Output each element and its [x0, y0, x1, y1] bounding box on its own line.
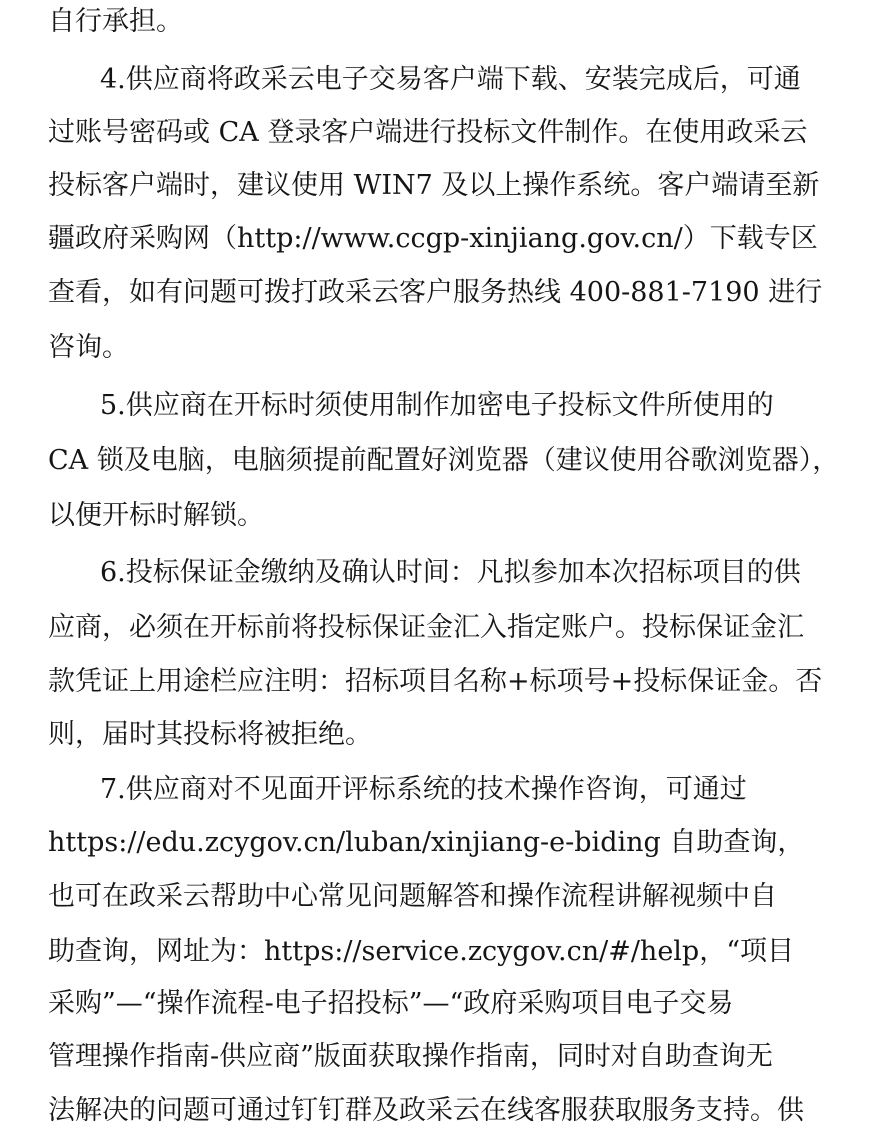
- item-5-line-1: 5.供应商在开标时须使用制作加密电子投标文件所使用的: [100, 390, 774, 421]
- item-7-line-2: https://edu.zcygov.cn/luban/xinjiang-e-biding 自助查询，: [48, 827, 805, 858]
- item-7-line-3: 也可在政采云帮助中心常见问题解答和操作流程讲解视频中自: [48, 881, 777, 912]
- item-5-line-3: 以便开标时解锁。: [48, 500, 264, 531]
- item-4-line-6: 咨询。: [48, 332, 129, 363]
- item-4-line-4: 疆政府采购网（http://www.ccgp-xinjiang.gov.cn/）下载专区: [48, 223, 818, 254]
- item-4-line-2: 过账号密码或 CA 登录客户端进行投标文件制作。在使用政采云: [48, 117, 808, 148]
- item-7-line-5: 采购”—“操作流程-电子招投标”—“政府采购项目电子交易: [48, 988, 734, 1019]
- item-6-line-3: 款凭证上用途栏应注明：招标项目名称+标项号+投标保证金。否: [48, 666, 823, 697]
- item-4-line-3: 投标客户端时，建议使用 WIN7 及以上操作系统。客户端请至新: [48, 170, 820, 201]
- item-6-line-2: 应商，必须在开标前将投标保证金汇入指定账户。投标保证金汇: [48, 612, 804, 643]
- item-7-line-1: 7.供应商对不见面开评标系统的技术操作咨询，可通过: [100, 774, 747, 805]
- text-line-continuation: 自行承担。: [48, 6, 183, 37]
- item-7-line-4: 助查询，网址为：https://service.zcygov.cn/#/help，“项目: [48, 936, 795, 967]
- item-7-line-6: 管理操作指南-供应商”版面获取操作指南，同时对自助查询无: [48, 1041, 773, 1072]
- item-4-line-5: 查看，如有问题可拨打政采云客户服务热线 400-881-7190 进行: [48, 277, 823, 308]
- item-4-line-1: 4.供应商将政采云电子交易客户端下载、安装完成后，可通: [100, 64, 801, 95]
- item-6-line-4: 则，届时其投标将被拒绝。: [48, 719, 372, 750]
- item-6-line-1: 6.投标保证金缴纳及确认时间：凡拟参加本次招标项目的供: [100, 557, 801, 588]
- item-7-line-7: 法解决的问题可通过钉钉群及政采云在线客服获取服务支持。供: [48, 1095, 804, 1126]
- item-5-line-2: CA 锁及电脑，电脑须提前配置好浏览器（建议使用谷歌浏览器），: [48, 445, 840, 476]
